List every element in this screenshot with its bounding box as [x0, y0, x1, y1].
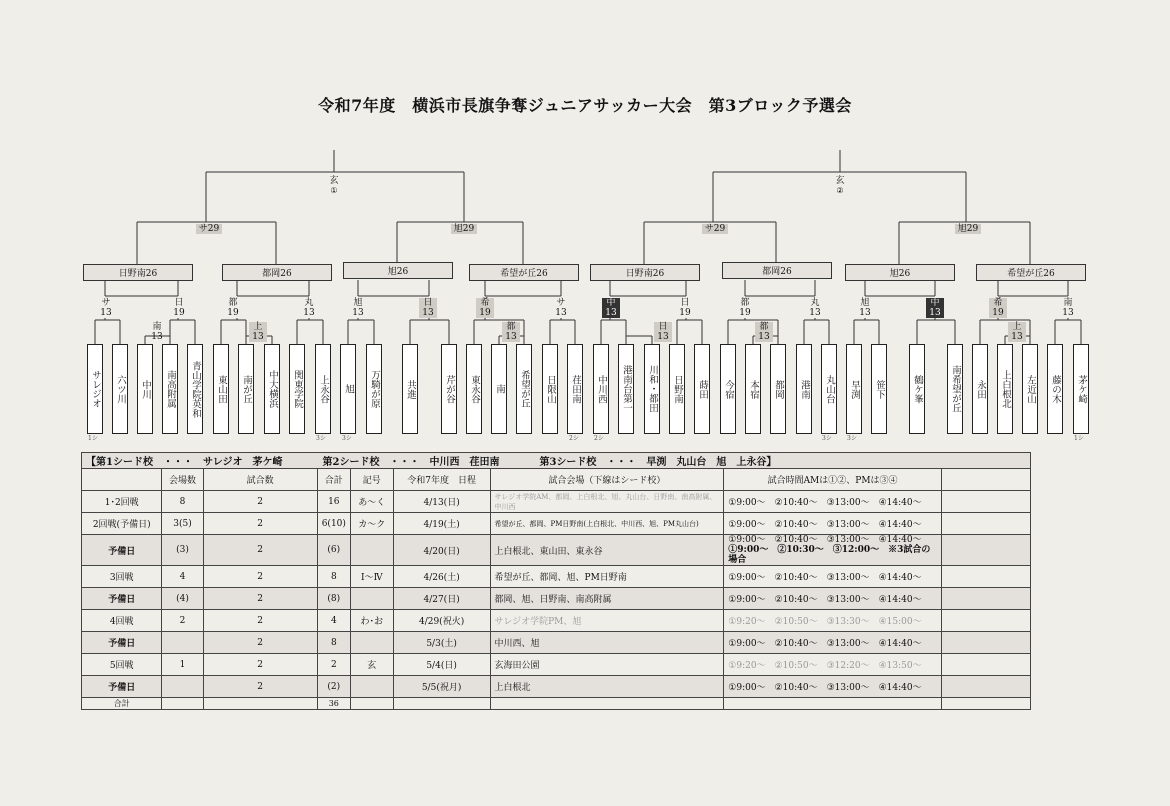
- cell-time: ①9:00～ ②10:40～ ③13:00～ ④14:40～: [724, 491, 942, 513]
- quarter-box: 日野南26: [83, 264, 193, 281]
- team-name: 青山学院英和: [190, 360, 201, 418]
- cell-blank: [941, 491, 1030, 513]
- header-cell: 記号: [350, 469, 393, 491]
- cell-time: [724, 535, 942, 566]
- cell-venues: (4): [162, 588, 203, 610]
- team-box: [1047, 344, 1063, 434]
- r2-label: 希 19: [476, 298, 494, 318]
- quarter-box: 都岡26: [222, 264, 332, 281]
- team-name: 南希望が丘: [950, 365, 961, 413]
- team-name: 早渕: [849, 379, 860, 399]
- r2-label: 日 13: [419, 298, 437, 318]
- cell-code: [350, 676, 393, 698]
- cell-time: ①9:20～ ②10:50～ ③12:20～ ④13:50～: [724, 654, 942, 676]
- cell-code: Ⅰ～Ⅳ: [350, 566, 393, 588]
- cell-games: 2: [203, 654, 317, 676]
- cell-total: (6): [317, 535, 350, 566]
- header-cell: 試合時間AMは①②、PMは③④: [724, 469, 942, 491]
- cell-games: 2: [203, 676, 317, 698]
- team-name: 上白根北: [1000, 370, 1011, 408]
- cell-round: 5回戦: [82, 654, 162, 676]
- cell-games: 2: [203, 566, 317, 588]
- r2-label: サ 13: [555, 298, 567, 318]
- cell-time: ①9:00～ ②10:40～ ③13:00～ ④14:40～: [724, 566, 942, 588]
- cell-time: ①9:00～ ②10:40～ ③13:00～ ④14:40～: [724, 513, 942, 535]
- r1-label: 上 13: [249, 322, 267, 342]
- schedule-row: [82, 535, 1031, 566]
- header-cell: 試合会場（下線はシード校）: [490, 469, 724, 491]
- cell-venues: [162, 632, 203, 654]
- cell-round: 3回戦: [82, 566, 162, 588]
- team-box: [796, 344, 812, 434]
- cell-blank: [941, 676, 1030, 698]
- cell-blank: [941, 654, 1030, 676]
- cell-venues: 2: [162, 610, 203, 632]
- cell-total: 16: [317, 491, 350, 513]
- cell-venues: 1: [162, 654, 203, 676]
- seed-mark: 3シ: [847, 435, 857, 442]
- cell-time: ①9:00～ ②10:40～ ③13:00～ ④14:40～: [724, 632, 942, 654]
- team-name: 永田: [975, 379, 986, 399]
- team-name: 左近山: [1025, 374, 1036, 404]
- team-box: [441, 344, 457, 434]
- final-label-2: 玄 ②: [835, 176, 845, 195]
- footer-total: 36: [317, 698, 350, 710]
- semi-label: 旭29: [955, 224, 981, 234]
- cell-venues: [162, 676, 203, 698]
- cell-code: [350, 535, 393, 566]
- team-name: 六ツ川: [115, 374, 126, 404]
- schedule-row: [82, 676, 1031, 698]
- r2-label: 都 19: [227, 298, 239, 318]
- cell-place: 希望が丘、都岡、旭、PM日野南: [490, 566, 724, 588]
- footer-row: [82, 698, 1031, 710]
- header-cell: 令和7年度 日程: [393, 469, 490, 491]
- cell-venues: 4: [162, 566, 203, 588]
- header-row: [82, 469, 1031, 491]
- team-box: [644, 344, 660, 434]
- team-box: [720, 344, 736, 434]
- team-name: 笹下: [874, 379, 885, 399]
- header-cell: [82, 469, 162, 491]
- seed-mark: 3シ: [342, 435, 352, 442]
- cell-venues: 3(5): [162, 513, 203, 535]
- team-name: 希望が丘: [519, 370, 530, 408]
- r2-label: 希 19: [989, 298, 1007, 318]
- team-box: [947, 344, 963, 434]
- schedule-row: [82, 566, 1031, 588]
- team-name: 中川西: [596, 374, 607, 404]
- team-box: [213, 344, 229, 434]
- cell-games: 2: [203, 588, 317, 610]
- team-box: [694, 344, 710, 434]
- team-box: [745, 344, 761, 434]
- cell-time: ①9:20～ ②10:50～ ③13:30～ ④15:00～: [724, 610, 942, 632]
- cell-code: カ～ク: [350, 513, 393, 535]
- r2-label: 日 19: [173, 298, 185, 318]
- team-box: [402, 344, 418, 434]
- team-name: 港南: [799, 379, 810, 399]
- cell-total: 4: [317, 610, 350, 632]
- team-name: 今宿: [723, 379, 734, 399]
- r1-label: 南 13: [151, 322, 163, 342]
- team-box: [909, 344, 925, 434]
- cell-place: 上白根北: [490, 676, 724, 698]
- r2-label: 丸 13: [809, 298, 821, 318]
- team-name: 共進: [405, 379, 416, 399]
- team-box: [669, 344, 685, 434]
- seed-mark: 1シ: [1074, 435, 1084, 442]
- header-cell: 試合数: [203, 469, 317, 491]
- team-name: 南: [494, 384, 505, 394]
- cell-round: 予備日: [82, 676, 162, 698]
- r2-label: 都 19: [739, 298, 751, 318]
- cell-date: 4/27(日): [393, 588, 490, 610]
- cell-date: 4/19(土): [393, 513, 490, 535]
- team-name: 日野南: [672, 374, 683, 404]
- team-name: 鶴ケ峯: [912, 374, 923, 404]
- cell-code: 玄: [350, 654, 393, 676]
- footer-label: 合計: [82, 698, 162, 710]
- seed-mark: 2シ: [594, 435, 604, 442]
- quarter-box: 旭26: [343, 262, 453, 279]
- r2-label: 旭 13: [352, 298, 364, 318]
- cell-date: 5/5(祝月): [393, 676, 490, 698]
- team-name: 荏田南: [570, 374, 581, 404]
- cell-games: 2: [203, 491, 317, 513]
- team-box: [340, 344, 356, 434]
- quarter-box: 旭26: [845, 264, 955, 281]
- team-name: 茅ケ崎: [1076, 374, 1087, 404]
- team-box: [1073, 344, 1089, 434]
- team-name: 旭: [343, 384, 354, 394]
- cell-code: わ･お: [350, 610, 393, 632]
- team-box: [871, 344, 887, 434]
- cell-games: 2: [203, 535, 317, 566]
- quarter-box: 日野南26: [590, 264, 700, 281]
- semi-label: サ29: [702, 224, 728, 234]
- team-name: 日限山: [545, 374, 556, 404]
- team-name: 東山田: [216, 374, 227, 404]
- time-line: ①9:00～ ②10:40～ ③13:00～ ④14:40～: [728, 535, 922, 545]
- cell-games: 2: [203, 632, 317, 654]
- cell-games: 2: [203, 610, 317, 632]
- team-box: [770, 344, 786, 434]
- quarter-box: 希望が丘26: [469, 264, 579, 281]
- cell-round: 2回戦(予備日): [82, 513, 162, 535]
- cell-total: 2: [317, 654, 350, 676]
- team-box: [162, 344, 178, 434]
- cell-date: 5/3(土): [393, 632, 490, 654]
- quarter-box: 都岡26: [722, 262, 832, 279]
- cell-place: 中川西、旭: [490, 632, 724, 654]
- cell-round: 1･2回戦: [82, 491, 162, 513]
- team-name: 蒔田: [697, 379, 708, 399]
- team-box: [491, 344, 507, 434]
- cell-total: 8: [317, 632, 350, 654]
- semi-label: 旭29: [451, 224, 477, 234]
- seed-mark: 3シ: [822, 435, 832, 442]
- cell-total: (8): [317, 588, 350, 610]
- r2-label: 中 13: [926, 298, 944, 318]
- seed-row: [82, 453, 1031, 469]
- cell-date: 4/29(祝火): [393, 610, 490, 632]
- cell-place: 上白根北、東山田、東永谷: [490, 535, 724, 566]
- cell-venues: (3): [162, 535, 203, 566]
- header-cell: 合計: [317, 469, 350, 491]
- team-box: [1022, 344, 1038, 434]
- r2-label: 日 19: [679, 298, 691, 318]
- cell-date: 4/20(日): [393, 535, 490, 566]
- team-box: [315, 344, 331, 434]
- team-box: [542, 344, 558, 434]
- team-box: [972, 344, 988, 434]
- cell-place: 都岡、旭、日野南、南高附属: [490, 588, 724, 610]
- team-box: [112, 344, 128, 434]
- team-box: [137, 344, 153, 434]
- team-name: 丸山台: [824, 374, 835, 404]
- team-box: [846, 344, 862, 434]
- team-box: [289, 344, 305, 434]
- schedule-row: [82, 513, 1031, 535]
- team-name: 港南台第一: [621, 365, 632, 413]
- cell-round: 予備日: [82, 535, 162, 566]
- cell-blank: [941, 535, 1030, 566]
- team-box: [366, 344, 382, 434]
- team-name: 本宿: [748, 379, 759, 399]
- r1-label: 都 13: [502, 322, 520, 342]
- schedule-row: [82, 588, 1031, 610]
- team-box: [593, 344, 609, 434]
- cell-blank: [941, 588, 1030, 610]
- schedule-row: [82, 632, 1031, 654]
- team-name: 中大横浜: [267, 370, 278, 408]
- cell-blank: [941, 632, 1030, 654]
- team-box: [466, 344, 482, 434]
- cell-date: 5/4(日): [393, 654, 490, 676]
- team-box: [618, 344, 634, 434]
- header-cell: [941, 469, 1030, 491]
- cell-time: ①9:00～ ②10:40～ ③13:00～ ④14:40～: [724, 676, 942, 698]
- r2-label: 南 13: [1062, 298, 1074, 318]
- team-name: 芹が谷: [444, 374, 455, 404]
- team-box: [87, 344, 103, 434]
- cell-total: 8: [317, 566, 350, 588]
- cell-blank: [941, 513, 1030, 535]
- seed-mark: 3シ: [316, 435, 326, 442]
- final-label-1: 玄 ①: [329, 176, 339, 195]
- team-name: 東永谷: [469, 374, 480, 404]
- team-name: 都岡: [773, 379, 784, 399]
- cell-code: [350, 632, 393, 654]
- team-box: [238, 344, 254, 434]
- cell-code: あ～く: [350, 491, 393, 513]
- cell-games: 2: [203, 513, 317, 535]
- team-name: 万騎が原: [369, 370, 380, 408]
- cell-round: 予備日: [82, 632, 162, 654]
- team-box: [264, 344, 280, 434]
- schedule-row: [82, 491, 1031, 513]
- r1-label: 上 13: [1008, 322, 1026, 342]
- cell-time: ①9:00～ ②10:40～ ③13:00～ ④14:40～: [724, 588, 942, 610]
- cell-code: [350, 588, 393, 610]
- team-name: 川和・都田: [647, 365, 658, 413]
- cell-place: サレジオ学院AM、都岡、上白根北、旭、丸山台、日野南、南高附属、中川西: [490, 491, 724, 513]
- r1-label: 都 13: [755, 322, 773, 342]
- cell-venues: 8: [162, 491, 203, 513]
- team-name: 上永谷: [318, 374, 329, 404]
- schedule-table: [81, 452, 1031, 710]
- cell-date: 4/26(土): [393, 566, 490, 588]
- r2-label: 旭 13: [859, 298, 871, 318]
- cell-total: (2): [317, 676, 350, 698]
- team-name: 南高附属: [165, 370, 176, 408]
- team-box: [567, 344, 583, 434]
- seed-mark: 1シ: [88, 435, 98, 442]
- team-box: [997, 344, 1013, 434]
- r2-label: 中 13: [602, 298, 620, 318]
- team-name: 関東学院: [292, 370, 303, 408]
- cell-place: 玄海田公園: [490, 654, 724, 676]
- r2-label: サ 13: [100, 298, 112, 318]
- team-name: サレジオ: [90, 370, 101, 408]
- schedule-row: [82, 654, 1031, 676]
- team-box: [187, 344, 203, 434]
- cell-place: サレジオ学院PM、旭: [490, 610, 724, 632]
- seed-line: 【第1シード校 ・・・ サレジオ 茅ケ崎 第2シード校 ・・・ 中川西 荏田南 第3シード校 ・・・ 早渕 丸山台 旭 上永谷】: [82, 453, 1031, 469]
- cell-round: 予備日: [82, 588, 162, 610]
- seed-mark: 2シ: [569, 435, 579, 442]
- team-box: [516, 344, 532, 434]
- time-line: ①9:00～ ②10:30～ ③12:00～ ※3試合の場合: [728, 545, 931, 565]
- cell-blank: [941, 610, 1030, 632]
- cell-place: 希望が丘、都岡、PM日野南(上白根北、中川西、旭、PM丸山台): [490, 513, 724, 535]
- header-cell: 会場数: [162, 469, 203, 491]
- cell-blank: [941, 566, 1030, 588]
- team-name: 南が丘: [241, 374, 252, 404]
- cell-date: 4/13(日): [393, 491, 490, 513]
- page-title: 令和7年度 横浜市長旗争奪ジュニアサッカー大会 第3ブロック予選会: [318, 96, 852, 115]
- cell-total: 6(10): [317, 513, 350, 535]
- schedule-row: [82, 610, 1031, 632]
- team-box: [821, 344, 837, 434]
- semi-label: サ29: [196, 224, 222, 234]
- r1-label: 日 13: [654, 322, 672, 342]
- team-name: 中川: [140, 379, 151, 399]
- cell-round: 4回戦: [82, 610, 162, 632]
- quarter-box: 希望が丘26: [976, 264, 1086, 281]
- team-name: 藤の木: [1050, 374, 1061, 404]
- r2-label: 丸 13: [303, 298, 315, 318]
